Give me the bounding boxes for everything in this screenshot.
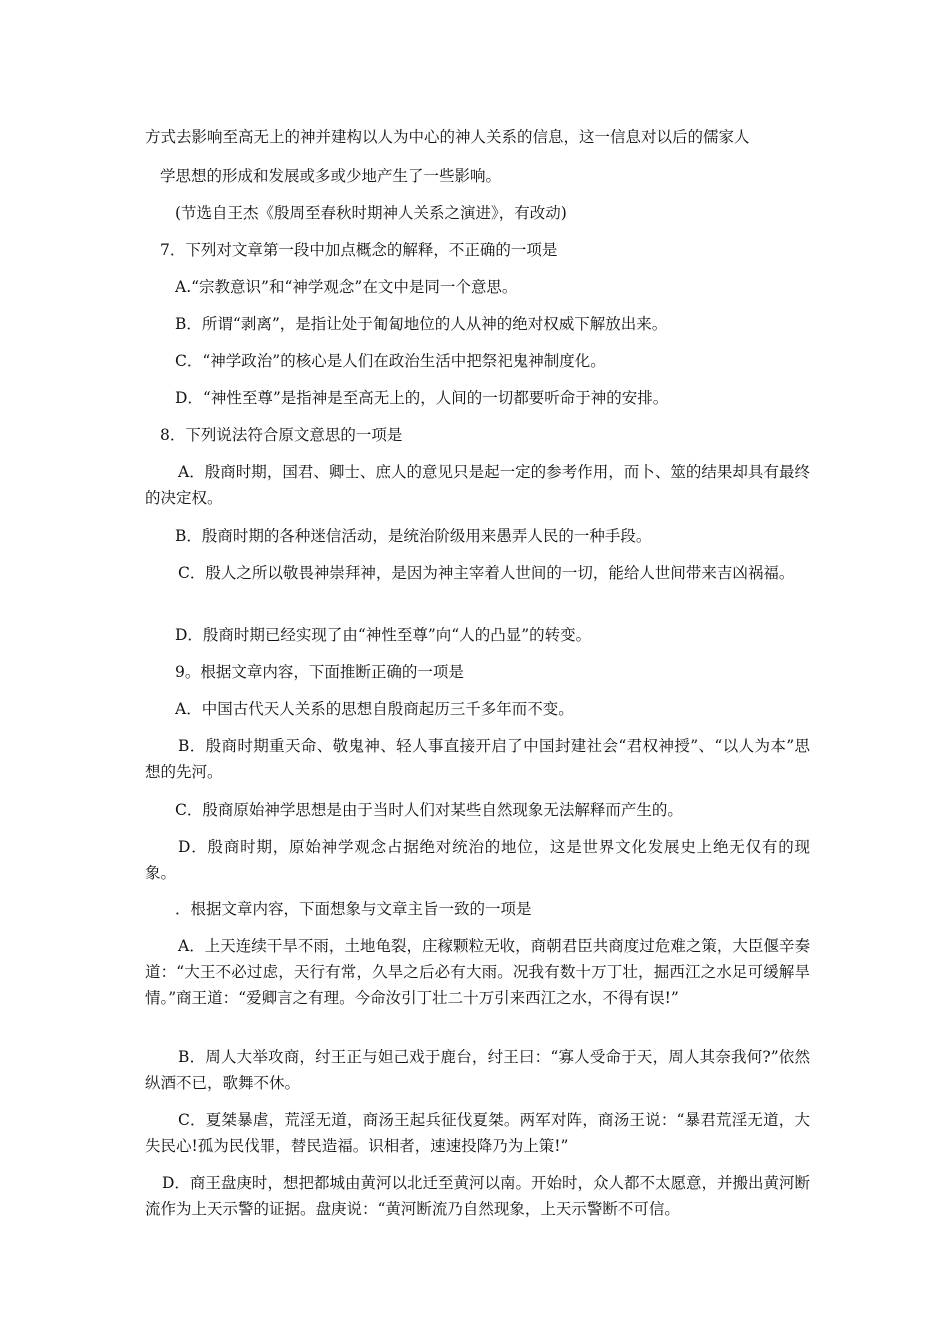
question-9-option-b: B．殷商时期重天命、敬鬼神、轻人事直接开启了中国封建社会“君权神授”、“以人为本”思想的先河。 [145,737,810,781]
passage-line: 方式去影响至高无上的神并建构以人为中心的神人关系的信息，这一信息对以后的儒家人 [145,128,750,146]
question-8-option-c: C．殷人之所以敬畏神崇拜神，是因为神主宰着人世间的一切，能给人世间带来吉凶祸福。 [178,564,795,582]
question-9-option-d: D．殷商时期，原始神学观念占据绝对统治的地位，这是世界文化发展史上绝无仅有的现象。 [145,838,810,882]
question-8-option-d: D．殷商时期已经实现了由“神性至尊”向“人的凸显”的转变。 [175,626,592,644]
question-7-option-d: D．“神性至尊”是指神是至高无上的，人间的一切都要听命于神的安排。 [175,389,669,407]
question-7-option-b: B．所谓“剥离”，是指让处于匍匐地位的人从神的绝对权威下解放出来。 [175,315,668,333]
question-8-option-a: A．殷商时期，国君、卿士、庶人的意见只是起一定的参考作用，而卜、筮的结果却具有最终的决定权。 [145,463,810,507]
question-10-option-c: C．夏桀暴虐，荒淫无道，商汤王起兵征伐夏桀。两军对阵，商汤王说：“暴君荒淫无道，大失民心!孤为民伐罪，替民造福。识相者，速速投降乃为上策!” [145,1111,810,1155]
question-9-stem: 9。根据文章内容，下面推断正确的一项是 [175,663,464,681]
question-10-option-a: A．上天连续干旱不雨，土地龟裂，庄稼颗粒无收，商朝君臣共商度过危难之策，大臣偃辛奏道：“大王不必过虑，天行有常，久旱之后必有大雨。况我有数十万丁壮，掘西江之水足可缓解旱情。”商王道：“爱卿言之有理。今命汝引丁壮二十万引来西江之水，不得有误!” [145,937,810,1007]
question-8-option-b: B．殷商时期的各种迷信活动，是统治阶级用来愚弄人民的一种手段。 [175,527,652,545]
question-10-option-b: B．周人大举攻商，纣王正与妲己戏于鹿台，纣王曰：“寡人受命于天，周人其奈我何?”依然纵酒不已，歌舞不休。 [145,1048,810,1092]
question-10-option-d: D．商王盘庚时，想把都城由黄河以北迁至黄河以南。开始时，众人都不太愿意，并搬出黄河断流作为上天示警的证据。盘庚说：“黄河断流乃自然现象，上天示警断不可信。 [145,1174,810,1218]
question-7-stem: 7．下列对文章第一段中加点概念的解释，不正确的一项是 [160,241,558,259]
source-citation: (节选自王杰《殷周至春秋时期神人关系之演进》，有改动) [175,204,567,222]
passage-line: 学思想的形成和发展或多或少地产生了一些影响。 [160,167,502,185]
question-7-option-c: C．“神学政治”的核心是人们在政治生活中把祭祀鬼神制度化。 [175,352,606,370]
question-9-option-a: A．中国古代天人关系的思想自殷商起历三千多年而不变。 [175,700,574,718]
question-9-option-c: C．殷商原始神学思想是由于当时人们对某些自然现象无法解释而产生的。 [175,801,683,819]
question-8-stem: 8．下列说法符合原文意思的一项是 [160,426,403,444]
question-10-stem: ．根据文章内容，下面想象与文章主旨一致的一项是 [175,900,532,918]
question-7-option-a: A.“宗教意识”和“神学观念”在文中是同一个意思。 [175,278,518,296]
